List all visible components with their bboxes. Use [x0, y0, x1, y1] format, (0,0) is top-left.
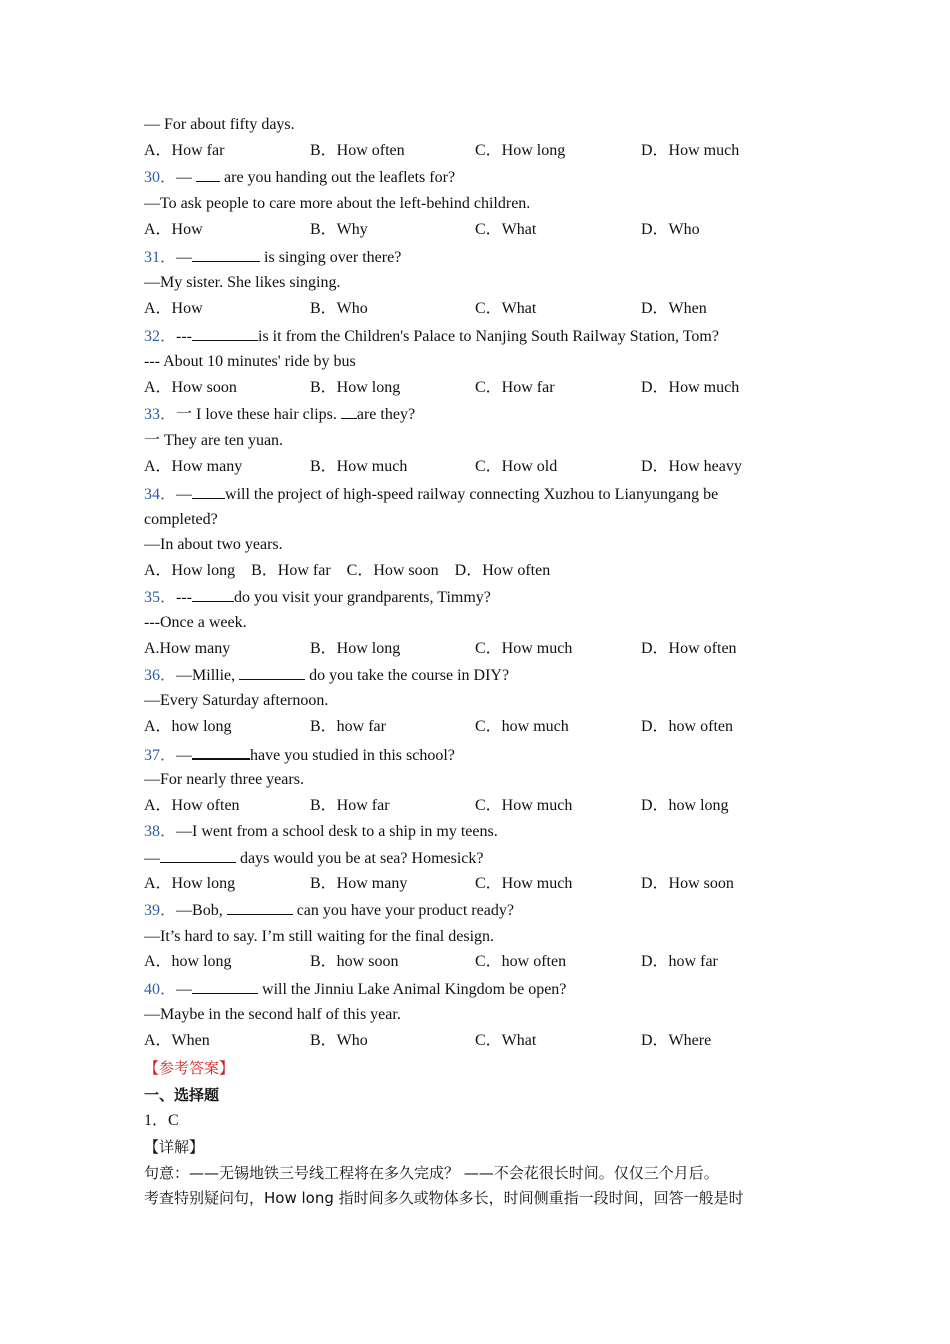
q36-option-a: A．how long: [144, 718, 232, 735]
q35-option-b: B．How long: [310, 640, 401, 657]
q40-option-b: B．Who: [310, 1032, 368, 1049]
explanation: 考查特别疑问句，How long 指时间多久或物体多长，时间侧重指一段时间，回答一般是时: [144, 1189, 744, 1207]
q37-reply: —For nearly three years.: [144, 771, 304, 788]
q37-option-d: D．how long: [641, 797, 729, 814]
q35-option-a: A.How many: [144, 640, 231, 657]
q32-reply: --- About 10 minutes' ride by bus: [144, 353, 356, 370]
q30-question: 30．— are you handing out the leaflets for?: [144, 169, 456, 186]
q31-question: 31．— is singing over there?: [144, 249, 402, 266]
q30-option-b: B．Why: [310, 221, 368, 238]
q31-option-b: B．Who: [310, 300, 368, 317]
q36-option-d: D．how often: [641, 718, 733, 735]
q37-option-b: B．How far: [310, 797, 390, 814]
q30-option-a: A．How: [144, 221, 203, 238]
answer-blank: [192, 247, 260, 262]
q30-option-c: C．What: [475, 221, 537, 238]
q39-question: 39．—Bob, can you have your product ready?: [144, 902, 514, 919]
detail-label: 【详解】: [144, 1138, 205, 1156]
q32-option-c: C．How far: [475, 379, 555, 396]
q34-question-cont: completed?: [144, 511, 218, 528]
q36-reply: —Every Saturday afternoon.: [144, 692, 329, 709]
q30-reply: —To ask people to care more about the left-behind children.: [144, 195, 531, 212]
q33-option-a: A．How many: [144, 458, 243, 475]
q39-option-d: D．how far: [641, 953, 718, 970]
answer-1: 1．C: [144, 1112, 179, 1129]
q34-options: A．How long B．How far C．How soon D．How often: [144, 562, 551, 579]
q29-option-a: A．How far: [144, 142, 225, 159]
q35-option-d: D．How often: [641, 640, 737, 657]
q31-option-d: D．When: [641, 300, 707, 317]
q38-option-d: D．How soon: [641, 875, 734, 892]
answer-blank: [192, 587, 234, 602]
q29-option-b: B．How often: [310, 142, 405, 159]
q33-reply: 一 They are ten yuan.: [144, 432, 284, 449]
answer-blank: [160, 848, 236, 863]
answer-blank: [192, 744, 250, 760]
q32-option-b: B．How long: [310, 379, 401, 396]
q38-option-b: B．How many: [310, 875, 408, 892]
q38-question: 38．—I went from a school desk to a ship in my teens.: [144, 823, 498, 840]
question-number: 30．: [144, 169, 177, 186]
answer-key-heading: 【参考答案】: [144, 1059, 235, 1077]
q32-option-a: A．How soon: [144, 379, 237, 396]
q38-reply: — days would you be at sea? Homesick?: [144, 850, 484, 867]
q32-option-d: D．How much: [641, 379, 740, 396]
q37-option-a: A．How often: [144, 797, 240, 814]
q39-reply: —It’s hard to say. I’m still waiting for the final design.: [144, 928, 495, 945]
q34-question: 34．— will the project of high-speed railway connecting Xuzhou to Lianyungang be: [144, 486, 719, 503]
q40-option-c: C．What: [475, 1032, 537, 1049]
answer-blank: [192, 326, 258, 341]
q31-option-a: A．How: [144, 300, 203, 317]
sentence-meaning: 句意：——无锡地铁三号线工程将在多久完成？ ——不会花很长时间。仅仅三个月后。: [144, 1164, 719, 1182]
q38-option-a: A．How long: [144, 875, 236, 892]
q31-reply: —My sister. She likes singing.: [144, 274, 341, 291]
q39-option-c: C．how often: [475, 953, 567, 970]
q33-option-c: C．How old: [475, 458, 558, 475]
q29-answer: — For about fifty days.: [144, 116, 295, 133]
q33-option-b: B．How much: [310, 458, 408, 475]
answer-blank: [227, 900, 293, 915]
q35-option-c: C．How much: [475, 640, 573, 657]
answer-blank: [341, 404, 357, 419]
q33-option-d: D．How heavy: [641, 458, 742, 475]
q33-question: 33．一 I love these hair clips. are they?: [144, 406, 416, 423]
answer-blank: [192, 484, 225, 499]
q29-option-c: C．How long: [475, 142, 566, 159]
q40-option-a: A．When: [144, 1032, 210, 1049]
q35-reply: ---Once a week.: [144, 614, 247, 631]
answer-blank: [239, 665, 305, 680]
q36-option-c: C．how much: [475, 718, 569, 735]
answer-blank: [196, 167, 220, 182]
q35-question: 35．--- do you visit your grandparents, Timmy?: [144, 589, 491, 606]
q34-reply: —In about two years.: [144, 536, 283, 553]
q37-option-c: C．How much: [475, 797, 573, 814]
q40-option-d: D．Where: [641, 1032, 712, 1049]
q29-option-d: D．How much: [641, 142, 740, 159]
q37-question: 37．— have you studied in this school?: [144, 744, 455, 766]
q32-question: 32．--- is it from the Children's Palace to Nanjing South Railway Station, Tom?: [144, 328, 719, 345]
q31-option-c: C．What: [475, 300, 537, 317]
q40-reply: —Maybe in the second half of this year.: [144, 1006, 401, 1023]
q30-option-d: D．Who: [641, 221, 700, 238]
answer-blank: [192, 979, 258, 994]
section-title: 一、选择题: [144, 1086, 220, 1104]
q39-option-a: A．how long: [144, 953, 232, 970]
q38-option-c: C．How much: [475, 875, 573, 892]
q36-question: 36．—Millie, do you take the course in DIY?: [144, 667, 510, 684]
q36-option-b: B．how far: [310, 718, 386, 735]
q39-option-b: B．how soon: [310, 953, 399, 970]
q40-question: 40．— will the Jinniu Lake Animal Kingdom be open?: [144, 981, 567, 998]
